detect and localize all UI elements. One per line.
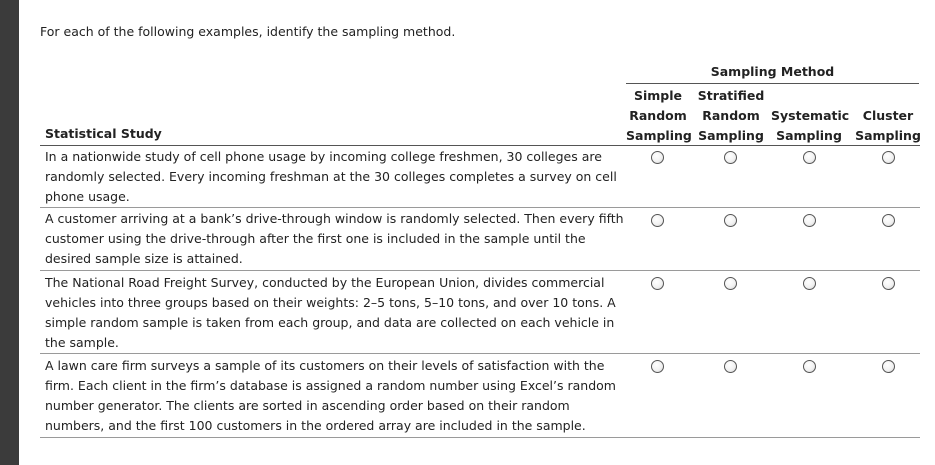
sampling-method-header: Sampling Method bbox=[710, 64, 835, 79]
column-header-line: Random bbox=[702, 108, 760, 123]
study-description: In a nationwide study of cell phone usage by incoming college freshmen, 30 colleges are randomly selected. Every incoming freshman at the 30 colleges completes a survey on cell phone usage. bbox=[45, 149, 617, 204]
radio-systematic[interactable] bbox=[803, 277, 816, 290]
question-card bbox=[19, 0, 935, 465]
study-description: A lawn care firm surveys a sample of its customers on their levels of satisfaction with the firm. Each client in the firm’s database is assigned a random number using Excel’s random number generator. The clients are sorted in ascending order based on their random numbers, and the first 100 customers in the ordered array are included in the sample. bbox=[45, 358, 616, 433]
column-header-line: Stratified bbox=[697, 88, 765, 103]
table-row bbox=[40, 271, 920, 354]
column-header-line: Simple bbox=[633, 88, 683, 103]
radio-cluster[interactable] bbox=[882, 151, 895, 164]
radio-simple-random[interactable] bbox=[651, 151, 664, 164]
column-header-line: Cluster bbox=[862, 108, 914, 123]
study-description: A customer arriving at a bank’s drive-through window is randomly selected. Then every fifth customer using the drive-through after the first one is included in the sample until the desired sample size is attained. bbox=[45, 211, 624, 266]
radio-cluster[interactable] bbox=[882, 277, 895, 290]
radio-stratified-random[interactable] bbox=[724, 214, 737, 227]
column-header-line: Sampling bbox=[698, 128, 764, 143]
table-row bbox=[40, 354, 920, 438]
column-header-stratified-random bbox=[696, 86, 766, 146]
column-header-line: Random bbox=[629, 108, 687, 123]
study-description: The National Road Freight Survey, conducted by the European Union, divides commercial vehicles into three groups based on their weights: 2–5 tons, 5–10 tons, and over 10 tons. A simple random sample is taken from each group, and data are collected on each vehicle in the sample. bbox=[45, 275, 616, 350]
radio-stratified-random[interactable] bbox=[724, 151, 737, 164]
radio-stratified-random[interactable] bbox=[724, 277, 737, 290]
radio-simple-random[interactable] bbox=[651, 214, 664, 227]
radio-systematic[interactable] bbox=[803, 360, 816, 373]
radio-stratified-random[interactable] bbox=[724, 360, 737, 373]
column-header-systematic bbox=[771, 86, 850, 146]
column-header-line: Systematic bbox=[771, 108, 850, 123]
column-header-line: Sampling bbox=[626, 128, 692, 143]
instructions-text: For each of the following examples, identify the sampling method. bbox=[40, 24, 456, 39]
column-header-cluster bbox=[855, 86, 921, 146]
radio-cluster[interactable] bbox=[882, 214, 895, 227]
left-sidebar-strip bbox=[0, 0, 19, 465]
statistical-study-header: Statistical Study bbox=[45, 126, 162, 141]
radio-simple-random[interactable] bbox=[651, 277, 664, 290]
radio-cluster[interactable] bbox=[882, 360, 895, 373]
column-header-line: Sampling bbox=[776, 128, 842, 143]
table-row bbox=[40, 146, 920, 208]
radio-systematic[interactable] bbox=[803, 214, 816, 227]
radio-simple-random[interactable] bbox=[651, 360, 664, 373]
radio-systematic[interactable] bbox=[803, 151, 816, 164]
column-header-simple-random bbox=[626, 86, 690, 146]
table-row bbox=[40, 208, 920, 271]
group-header-divider bbox=[626, 83, 919, 84]
column-header-line: Sampling bbox=[855, 128, 921, 143]
